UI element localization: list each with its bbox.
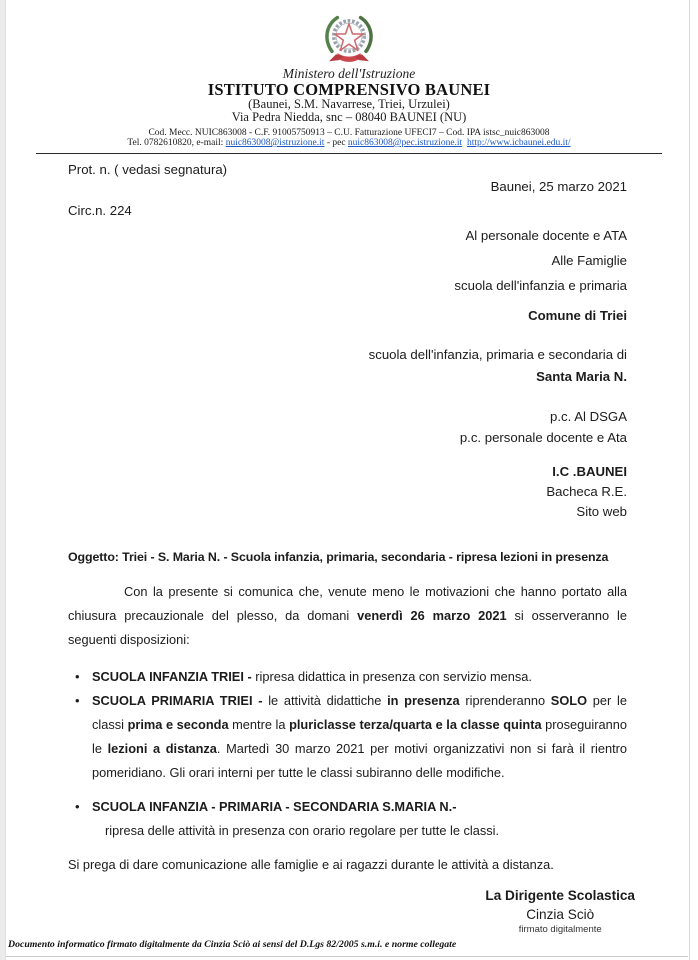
item-text: per le classi [92, 692, 627, 732]
pec-link[interactable]: nuic863008@pec.istruzione.it [347, 138, 463, 148]
recipient-line: Al personale docente e ATA [465, 228, 627, 243]
institute-address: Via Pedra Niedda, snc – 08040 BAUNEI (NU) [231, 110, 467, 124]
provisions-list [68, 665, 627, 843]
letterhead [0, 12, 698, 154]
list-item-infanzia-triei [68, 665, 627, 689]
recipient-group-2 [68, 344, 627, 388]
item-text: mentre la [232, 716, 290, 732]
recipients-block [68, 223, 627, 522]
item-bold: lezioni a distanza [107, 740, 217, 756]
recipient-line: p.c. Al DSGA [550, 409, 627, 424]
item-heading: SCUOLA INFANZIA TRIEI - [92, 668, 256, 684]
item-text: proseguiranno le [92, 716, 627, 756]
place-date: Baunei, 25 marzo 2021 [490, 179, 627, 194]
ministry-title: Ministero dell'Istruzione [282, 66, 416, 81]
intro-date-bold: venerdì 26 marzo 2021 [357, 608, 507, 623]
subject-line: Oggetto: Triei - S. Maria N. - Scuola infanzia, primaria, secondaria - ripresa lezioni in presenza [68, 550, 609, 564]
recipient-group-1 [68, 223, 627, 298]
recipient-line: scuola dell'infanzia, primaria e secondaria di [368, 347, 627, 362]
scan-edge-left [0, 0, 6, 960]
item-heading: SCUOLA INFANZIA - PRIMARIA - SECONDARIA S.MARIA N.- [92, 798, 457, 814]
institute-codes: Cod. Mecc. NUIC863008 - C.F. 91005750913 – C.U. Fatturazione UFECI7 – Cod. IPA istsc_nuic863008 [148, 128, 550, 138]
list-item-smaria [68, 795, 627, 843]
contact-line [0, 138, 698, 149]
item-text: le attività didattiche [268, 692, 388, 708]
signature-name: Cinzia Sciò [526, 906, 595, 922]
signature-block [485, 887, 635, 936]
item-text: ripresa delle attività in presenza con orario regolare per tutte le classi. [105, 822, 500, 838]
digital-signature-footer: Documento informatico firmato digitalmente da Cinzia Sciò ai sensi del D.Lgs 82/2005 s.m.i. e norme collegate [8, 939, 457, 950]
recipient-line: p.c. personale docente e Ata [459, 430, 627, 445]
recipient-line: Bacheca R.E. [546, 484, 627, 499]
recipient-line: scuola dell'infanzia e primaria [454, 278, 627, 293]
institute-locations: (Baunei, S.M. Navarrese, Triei, Urzulei) [248, 97, 450, 111]
recipient-comune: Comune di Triei [528, 308, 627, 323]
scan-edge-right [689, 0, 690, 960]
item-text: . Martedì 30 marzo 2021 per motivi organizzativi non si farà il rientro pomeridiano. Gli orari interni per tutte le classi subiranno delle modifiche. [92, 740, 627, 780]
signature-note: firmato digitalmente [518, 923, 602, 935]
institute-name: ISTITUTO COMPRENSIVO BAUNEI [207, 80, 491, 99]
recipient-line: Alle Famiglie [551, 253, 627, 268]
intro-text: Con la presente si comunica che, venute meno le motivazioni che hanno portato alla chiusura precauzionale del plesso, da domani [68, 584, 627, 623]
email-link[interactable]: nuic863008@istruzione.it [225, 138, 325, 148]
pec-label: - pec [324, 138, 348, 148]
recipient-line-bold: I.C .BAUNEI [552, 464, 627, 479]
recipient-line: Sito web [576, 504, 627, 519]
italy-emblem-icon [318, 12, 380, 66]
item-bold: SOLO [550, 692, 593, 708]
item-bold: prima e seconda [127, 716, 233, 732]
item-text: riprenderanno [465, 692, 551, 708]
protocol-number: Prot. n. ( vedasi segnatura) [68, 162, 228, 177]
recipient-group-4 [68, 462, 627, 522]
item-bold: pluriclasse terza/quarta e la classe quinta [289, 716, 546, 732]
intro-text: si osserveranno le seguenti disposizioni: [68, 608, 627, 647]
closing-line: Si prega di dare comunicazione alle famiglie e ai ragazzi durante le attività a distanza. [68, 856, 554, 872]
intro-paragraph [68, 580, 627, 652]
list-item-primaria-triei [68, 689, 627, 785]
signature-title: La Dirigente Scolastica [485, 887, 635, 903]
website-link[interactable]: http://www.icbaunei.edu.it/ [466, 138, 571, 148]
item-text: ripresa didattica in presenza con servizio mensa. [255, 668, 532, 684]
header-divider [36, 153, 662, 154]
letter-body [68, 161, 635, 935]
tel-email-label: Tel. 0782610820, e-mail: [127, 138, 226, 148]
recipient-group-3 [68, 406, 627, 448]
item-bold: in presenza [387, 692, 466, 708]
circular-number: Circ.n. 224 [68, 203, 132, 218]
item-heading: SCUOLA PRIMARIA TRIEI - [92, 692, 269, 708]
recipient-line-bold: Santa Maria N. [536, 369, 627, 384]
scan-edge-bottom [6, 956, 688, 957]
